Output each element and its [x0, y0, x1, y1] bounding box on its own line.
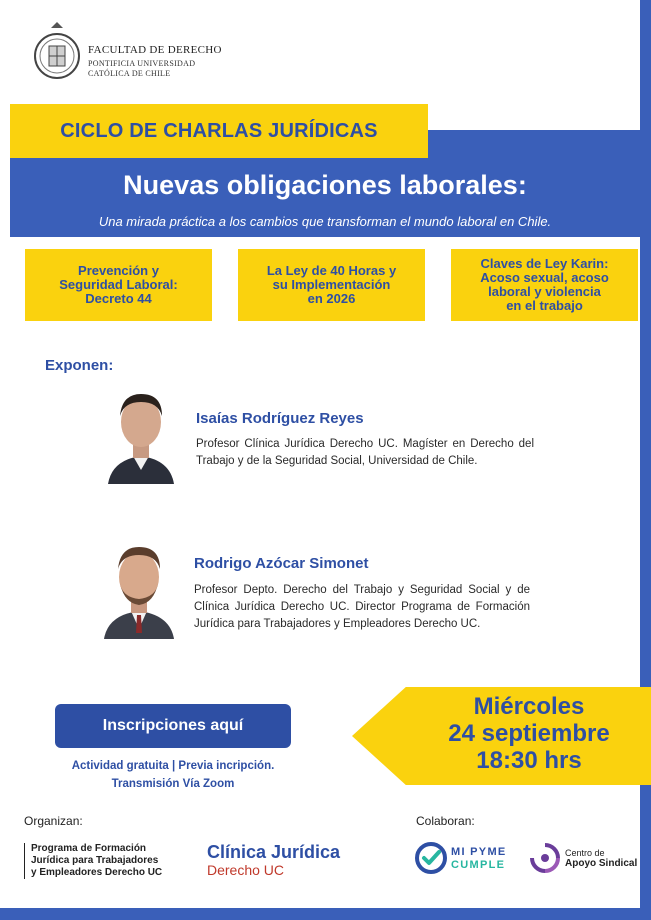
university-line-2: CATÓLICA DE CHILE — [88, 69, 171, 78]
speakers-heading: Exponen: — [45, 357, 114, 374]
clinica-line-1: Clínica Jurídica — [207, 842, 341, 862]
topic-box-ley-karin — [451, 249, 638, 321]
frame-bottom-border — [0, 908, 651, 920]
schedule-day: Miércoles — [473, 693, 585, 720]
registration-button-label: Inscripciones aquí — [102, 717, 244, 734]
centro-apoyo-sindical-logo — [565, 848, 637, 869]
series-label: CICLO DE CHARLAS JURÍDICAS — [60, 119, 378, 142]
cas-line-2: Apoyo Sindical — [565, 858, 638, 869]
topic-line: Prevención y — [78, 263, 159, 278]
registration-note — [30, 757, 316, 793]
schedule-date: 24 septiembre — [448, 720, 610, 747]
speaker-name-2: Rodrigo Azócar Simonet — [194, 555, 369, 572]
faculty-title: FACULTAD DE DERECHO — [88, 44, 222, 56]
organizers-label: Organizan: — [24, 814, 83, 828]
speaker-photo-1 — [102, 388, 180, 484]
topic-line: Seguridad Laboral: — [59, 277, 178, 292]
university-line-1: PONTIFICIA UNIVERSIDAD — [88, 59, 196, 68]
pyme-line-1: MI PYME — [451, 846, 507, 858]
centro-apoyo-sindical-icon — [529, 842, 561, 874]
event-subtitle: Una mirada práctica a los cambios que transforman el mundo laboral en Chile. — [98, 214, 552, 229]
topic-label — [480, 257, 609, 313]
topic-box-decreto-44 — [25, 249, 212, 321]
topic-label — [59, 264, 177, 306]
schedule — [405, 693, 651, 774]
university-name — [88, 59, 195, 79]
topic-line: laboral y violencia — [488, 284, 601, 299]
series-label-box — [10, 104, 428, 158]
program-line-3: y Empleadores Derecho UC — [31, 867, 163, 878]
registration-button[interactable] — [55, 704, 291, 748]
topic-label — [267, 264, 396, 306]
mi-pyme-cumple-check-icon — [414, 841, 448, 875]
topic-line: en el trabajo — [506, 298, 583, 313]
registration-note-line-1: Actividad gratuita | Previa incripción. — [71, 760, 275, 772]
topic-line: La Ley de 40 Horas y — [266, 263, 397, 278]
topic-line: en 2026 — [307, 291, 356, 306]
event-title: Nuevas obligaciones laborales: — [123, 170, 527, 200]
program-line-1: Programa de Formación — [31, 843, 147, 854]
clinica-line-2: Derecho UC — [207, 862, 285, 878]
topic-line: su Implementación — [272, 277, 391, 292]
clinica-juridica-logo — [207, 842, 340, 878]
program-line-2: Jurídica para Trabajadores — [31, 855, 159, 866]
mi-pyme-cumple-logo — [451, 846, 507, 872]
university-crest-icon — [33, 20, 81, 84]
speaker-photo-2 — [100, 543, 178, 639]
topic-box-40-horas — [238, 249, 425, 321]
registration-note-line-2: Transmisión Vía Zoom — [111, 778, 235, 790]
speaker-bio-2: Profesor Depto. Derecho del Trabajo y Seguridad Social y de Clínica Jurídica Derecho UC. Director Programa de Formación Jurídica para Trabajadores y Empleadores Derecho UC. — [194, 584, 530, 630]
cas-line-1: Centro de — [565, 848, 605, 858]
schedule-time: 18:30 hrs — [476, 747, 582, 774]
speaker-bio-1: Profesor Clínica Jurídica Derecho UC. Magíster en Derecho del Trabajo y de la Seguridad Social, Universidad de Chile. — [196, 438, 534, 467]
topic-line: Decreto 44 — [85, 291, 152, 306]
speaker-name-1: Isaías Rodríguez Reyes — [196, 410, 364, 427]
program-logo — [24, 843, 162, 879]
pyme-line-2: CUMPLE — [451, 859, 506, 871]
topic-line: Claves de Ley Karin: — [480, 256, 609, 271]
collaborators-label: Colaboran: — [416, 814, 475, 828]
topic-line: Acoso sexual, acoso — [480, 270, 609, 285]
